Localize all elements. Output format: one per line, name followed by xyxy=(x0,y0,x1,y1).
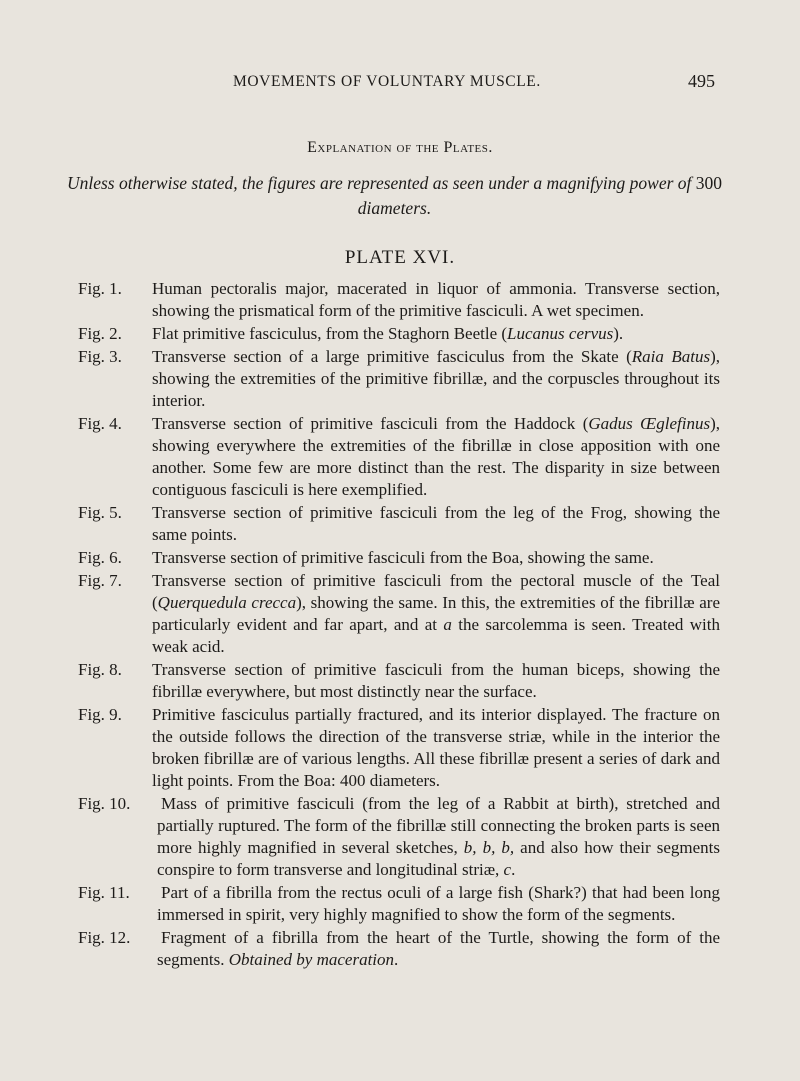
figure-number: Fig. 4. xyxy=(78,414,122,433)
figure-number: Fig. 6. xyxy=(78,548,122,567)
figure-number: Fig. 9. xyxy=(78,705,122,724)
figure-number: Fig. 11. xyxy=(78,883,130,902)
figure-entry xyxy=(78,659,720,703)
caption-text: Part of a fibrilla from the rectus oculi of a large fish (Shark?) that had been long immersed in spirit, very highly magnified to show the form of the segments. xyxy=(157,883,720,924)
figure-number: Fig. 8. xyxy=(78,660,122,679)
figure-caption xyxy=(78,547,720,569)
caption-text: and also how their segments conspire to form transverse and longitudinal striæ, xyxy=(157,838,720,879)
figure-entry xyxy=(78,323,720,345)
caption-italic: Raia Batus xyxy=(631,347,711,366)
caption-text: Primitive fasciculus partially fractured, and its interior displayed. The fracture on the outside follows the direction of the transverse striæ, while in the interior the broken fibrillæ are of various lengths. All these fibrillæ present a series of dark and light points. From the Boa: 400 diameters. xyxy=(152,705,720,790)
figure-caption xyxy=(78,278,720,322)
caption-text: Transverse section of primitive fasciculi from the leg of the Frog, showing the same points. xyxy=(152,503,720,544)
figure-caption xyxy=(78,346,720,412)
figure-caption xyxy=(78,793,720,881)
figure-caption xyxy=(78,704,720,792)
figure-caption xyxy=(78,927,720,971)
figure-caption xyxy=(78,882,720,926)
caption-italic: a xyxy=(443,615,452,634)
caption-text: Transverse section of primitive fasciculi from the Boa, showing the same. xyxy=(152,548,654,567)
figure-entry xyxy=(78,278,720,322)
caption-text: ), showing everywhere the extremities of the fibrillæ in close apposition with one another. Some few are more distinct than the rest. The disparity in size between contiguous fasciculi is here exemplified. xyxy=(152,414,720,499)
intro-paragraph xyxy=(62,171,727,221)
figure-number: Fig. 1. xyxy=(78,279,122,298)
caption-text: . xyxy=(511,860,516,879)
figure-caption xyxy=(78,323,720,345)
intro-magnification: 300 xyxy=(695,173,723,193)
caption-italic: b, b, b, xyxy=(463,838,515,857)
caption-text: . xyxy=(394,950,399,969)
explanation-heading: Explanation of the Plates. xyxy=(307,139,493,156)
caption-italic: c xyxy=(503,860,512,879)
caption-text: Mass of primitive fasciculi (from the leg of a Rabbit at birth), stretched and partially ruptured. The form of the fibrillæ still connecting the broken parts is seen more highly magnified in several sketches, xyxy=(157,794,720,857)
caption-text: ), showing the extremities of the primitive fibrillæ, and the corpuscles throughout its interior. xyxy=(152,347,720,410)
caption-italic: Obtained by maceration xyxy=(228,950,395,969)
caption-text: Transverse section of primitive fasciculi from the Haddock ( xyxy=(152,414,589,433)
figure-caption xyxy=(78,659,720,703)
figure-entry xyxy=(78,502,720,546)
caption-text: Human pectoralis major, macerated in liquor of ammonia. Transverse section, showing the prismatical form of the primitive fasciculi. A wet specimen. xyxy=(152,279,720,320)
plate-title: PLATE XVI. xyxy=(344,247,456,268)
figure-entry xyxy=(78,704,720,792)
figure-number: Fig. 10. xyxy=(78,794,131,813)
figure-caption xyxy=(78,570,720,658)
caption-text: Transverse section of primitive fasciculi from the pectoral muscle of the Teal ( xyxy=(152,571,720,612)
page-number: 495 xyxy=(688,71,715,91)
figure-caption xyxy=(78,413,720,501)
figure-list xyxy=(78,278,720,972)
intro-text-a: Unless otherwise stated, the figures are represented as seen under a magnifying power of xyxy=(66,173,696,193)
caption-text: Fragment of a fibrilla from the heart of the Turtle, showing the form of the segments. xyxy=(157,928,720,969)
figure-entry xyxy=(78,413,720,501)
caption-italic: Gadus Œglefinus xyxy=(588,414,711,433)
caption-italic: Querquedula crecca xyxy=(157,593,297,612)
figure-number: Fig. 12. xyxy=(78,928,131,947)
figure-entry xyxy=(78,927,720,971)
running-title: MOVEMENTS OF VOLUNTARY MUSCLE. xyxy=(233,73,541,90)
figure-number: Fig. 2. xyxy=(78,324,122,343)
intro-text-b: diameters. xyxy=(357,198,432,218)
caption-text: the sarcolemma is seen. Treated with weak acid. xyxy=(152,615,720,656)
caption-text: Flat primitive fasciculus, from the Staghorn Beetle ( xyxy=(152,324,508,343)
caption-text: Transverse section of a large primitive fasciculus from the Skate ( xyxy=(152,347,632,366)
caption-italic: Lucanus cervus xyxy=(507,324,614,343)
caption-text: ), showing the same. In this, the extremities of the fibrillæ are particularly evident and far apart, and at xyxy=(152,593,720,634)
section-heading xyxy=(0,139,800,157)
caption-text: ). xyxy=(613,324,624,343)
figure-entry xyxy=(78,570,720,658)
figure-entry xyxy=(78,882,720,926)
figure-number: Fig. 7. xyxy=(78,571,122,590)
figure-number: Fig. 5. xyxy=(78,503,122,522)
figure-number: Fig. 3. xyxy=(78,347,122,366)
figure-caption xyxy=(78,502,720,546)
caption-text: Transverse section of primitive fasciculi from the human biceps, showing the fibrillæ everywhere, but most distinctly near the surface. xyxy=(152,660,720,701)
figure-entry xyxy=(78,346,720,412)
running-head xyxy=(0,73,800,97)
figure-entry xyxy=(78,793,720,881)
figure-entry xyxy=(78,547,720,569)
